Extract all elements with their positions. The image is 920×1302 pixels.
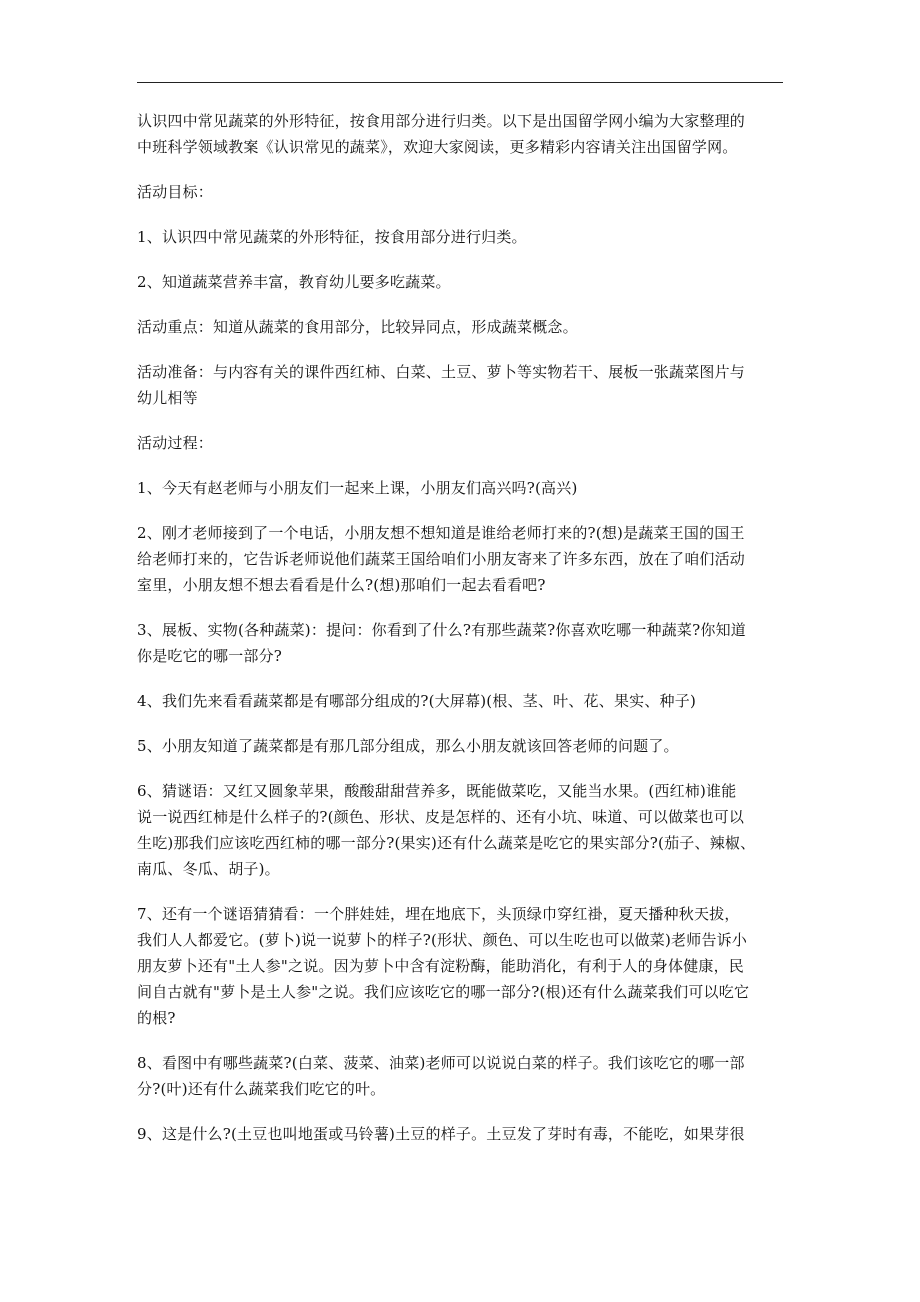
text-line: 你是吃它的哪一部分? xyxy=(137,647,283,665)
text-line: 幼儿相等 xyxy=(137,389,198,407)
text-line: 我们人人都爱它。(萝卜)说一说萝卜的样子?(形状、颜色、可以生吃也可以做菜)老师告诉小 xyxy=(137,931,748,949)
text-line: 9、这是什么?(土豆也叫地蛋或马铃薯)土豆的样子。土豆发了芽时有毒，不能吃，如果芽很 xyxy=(137,1125,745,1143)
paragraph xyxy=(137,733,787,759)
text-line: 间自古就有"萝卜是土人参"之说。我们应该吃它的哪一部分?(根)还有什么蔬菜我们可以吃它 xyxy=(137,983,750,1001)
text-line: 的根? xyxy=(137,1009,176,1027)
paragraph xyxy=(137,520,787,598)
text-line: 朋友萝卜还有"土人参"之说。因为萝卜中含有淀粉酶，能助消化，有利于人的身体健康，民 xyxy=(137,957,745,975)
header-rule xyxy=(137,82,783,83)
text-line: 2、刚才老师接到了一个电话，小朋友想不想知道是谁给老师打来的?(想)是蔬菜王国的国王 xyxy=(137,524,745,542)
text-line: 分?(叶)还有什么蔬菜我们吃它的叶。 xyxy=(137,1080,386,1098)
text-line: 给老师打来的，它告诉老师说他们蔬菜王国给咱们小朋友寄来了许多东西，放在了咱们活动 xyxy=(137,550,746,568)
paragraph xyxy=(137,314,787,340)
document-body xyxy=(137,108,787,1166)
paragraph xyxy=(137,778,787,882)
text-line: 2、知道蔬菜营养丰富，教育幼儿要多吃蔬菜。 xyxy=(137,273,451,291)
text-line: 认识四中常见蔬菜的外形特征，按食用部分进行归类。以下是出国留学网小编为大家整理的 xyxy=(137,112,746,130)
paragraph xyxy=(137,224,787,250)
paragraph xyxy=(137,688,787,714)
text-line: 活动目标： xyxy=(137,183,214,201)
text-line: 8、看图中有哪些蔬菜?(白菜、菠菜、油菜)老师可以说说白菜的样子。我们该吃它的哪一部 xyxy=(137,1054,745,1072)
text-line: 生吃)那我们应该吃西红柿的哪一部分?(果实)还有什么蔬菜是吃它的果实部分?(茄子、辣椒、 xyxy=(137,834,756,852)
text-line: 1、认识四中常见蔬菜的外形特征，按食用部分进行归类。 xyxy=(137,228,527,246)
paragraph xyxy=(137,475,787,501)
text-line: 活动过程： xyxy=(137,434,214,452)
paragraph xyxy=(137,901,787,1031)
text-line: 南瓜、冬瓜、胡子)。 xyxy=(137,860,280,878)
paragraph xyxy=(137,617,787,669)
text-line: 说一说西红柿是什么样子的?(颜色、形状、皮是怎样的、还有小坑、味道、可以做菜也可以 xyxy=(137,808,745,826)
paragraph xyxy=(137,269,787,295)
text-line: 6、猜谜语：又红又圆象苹果，酸酸甜甜营养多，既能做菜吃，又能当水果。(西红柿)谁能 xyxy=(137,782,737,800)
paragraph xyxy=(137,430,787,456)
paragraph xyxy=(137,1121,787,1147)
paragraph xyxy=(137,179,787,205)
text-line: 中班科学领域教案《认识常见的蔬菜》，欢迎大家阅读，更多精彩内容请关注出国留学网。 xyxy=(137,138,738,156)
text-line: 5、小朋友知道了蔬菜都是有那几部分组成，那么小朋友就该回答老师的问题了。 xyxy=(137,737,679,755)
paragraph xyxy=(137,1050,787,1102)
paragraph xyxy=(137,359,787,411)
text-line: 7、还有一个谜语猜猜看：一个胖娃娃，埋在地底下，头顶绿巾穿红褂，夏天播种秋天拔， xyxy=(137,905,740,923)
text-line: 室里，小朋友想不想去看看是什么?(想)那咱们一起去看看吧? xyxy=(137,576,546,594)
text-line: 活动重点：知道从蔬菜的食用部分，比较异同点，形成蔬菜概念。 xyxy=(137,318,578,336)
text-line: 4、我们先来看看蔬菜都是有哪部分组成的?(大屏幕)(根、茎、叶、花、果实、种子) xyxy=(137,692,696,710)
paragraph xyxy=(137,108,787,160)
text-line: 1、今天有赵老师与小朋友们一起来上课，小朋友们高兴吗?(高兴) xyxy=(137,479,578,497)
text-line: 活动准备：与内容有关的课件西红柿、白菜、土豆、萝卜等实物若干、展板一张蔬菜图片与 xyxy=(137,363,746,381)
text-line: 3、展板、实物(各种蔬菜)：提问：你看到了什么?有那些蔬菜?你喜欢吃哪一种蔬菜?你知道 xyxy=(137,621,746,639)
